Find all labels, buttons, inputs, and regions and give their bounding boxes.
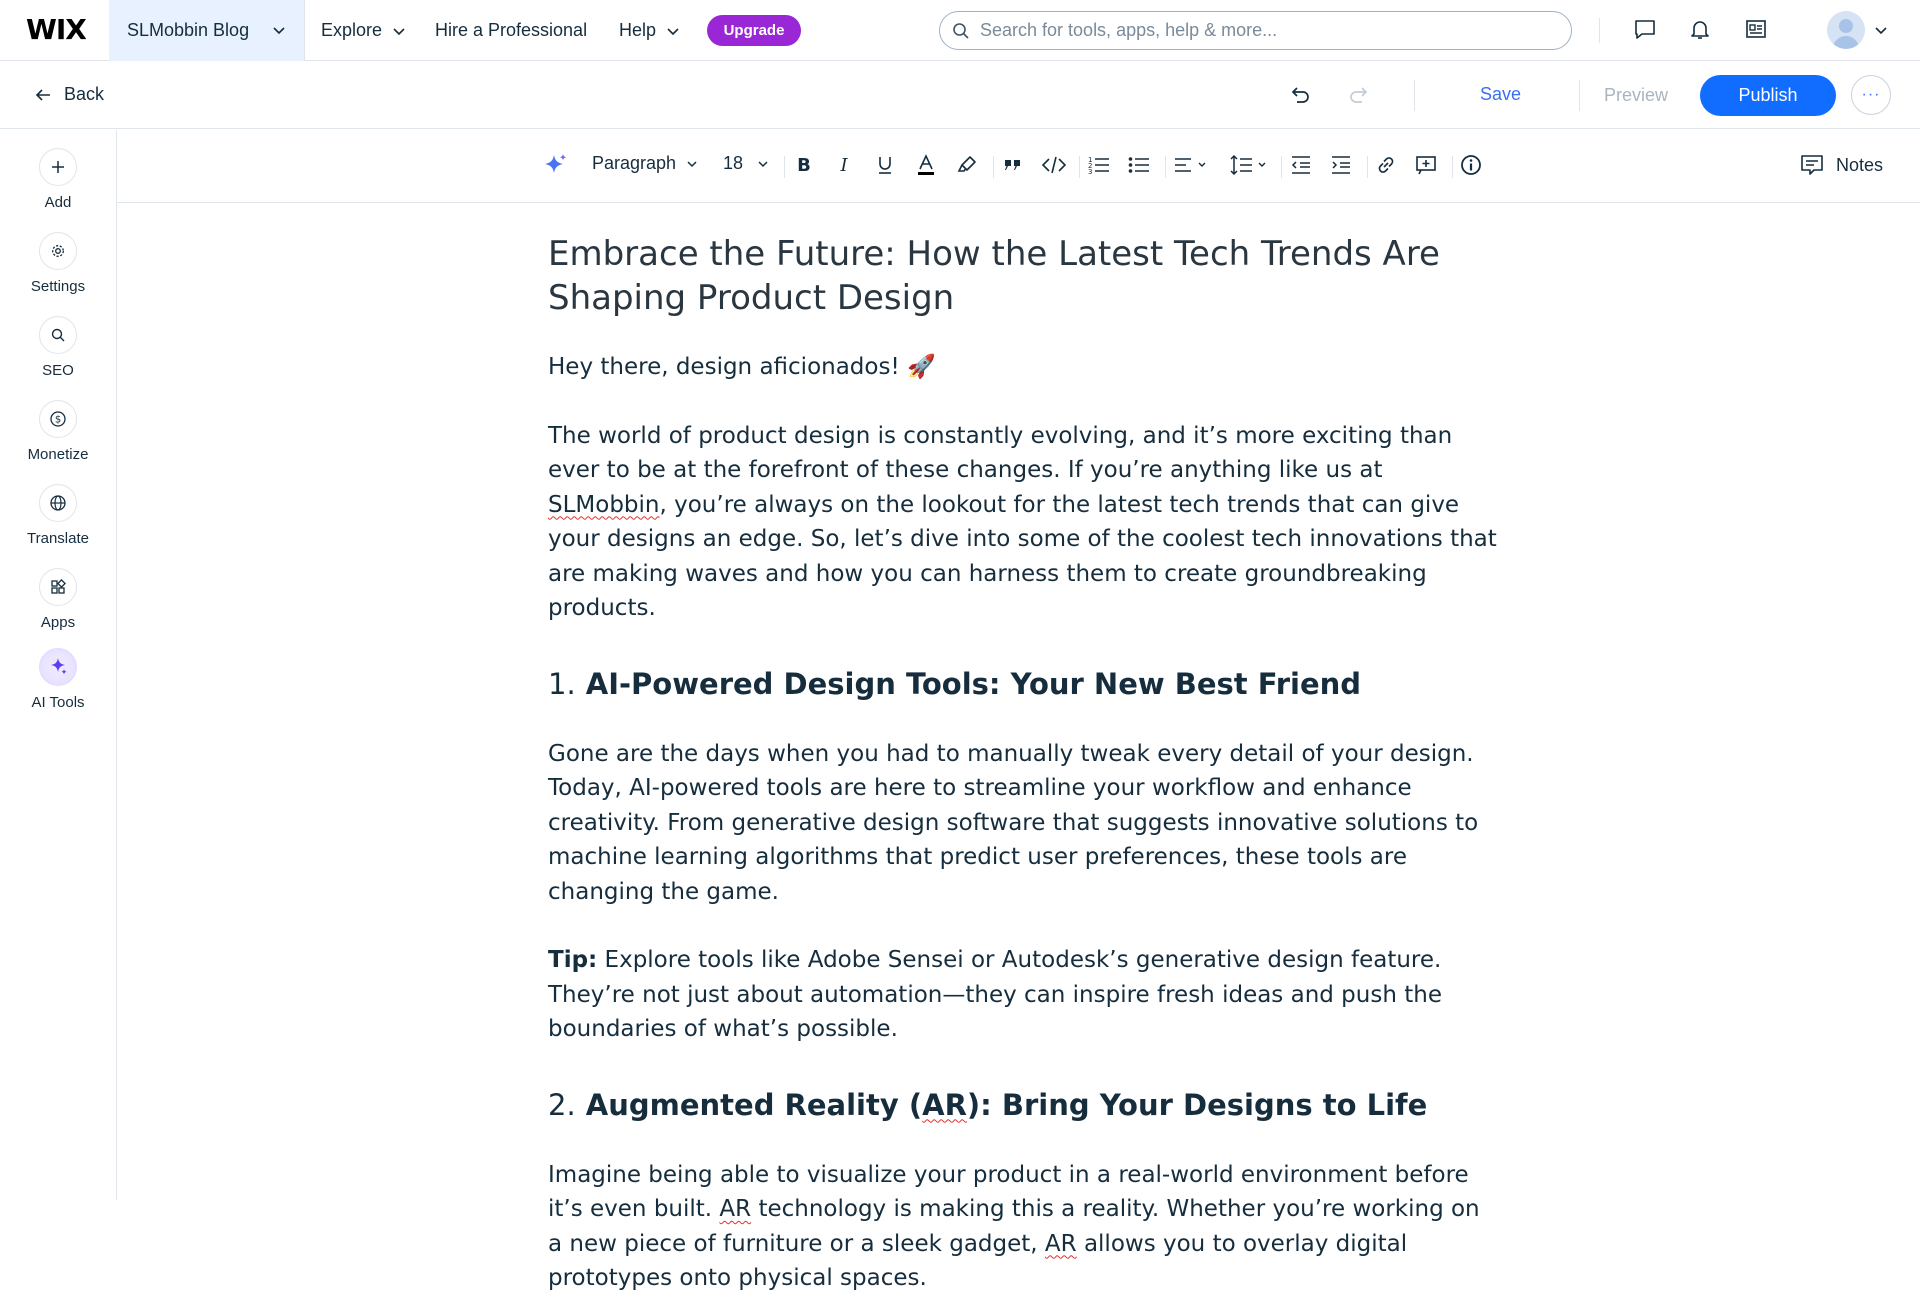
sidebar-item-label: SEO: [42, 362, 74, 379]
sidebar-item-monetize[interactable]: [0, 400, 116, 463]
misspelled-word: AR: [719, 1196, 752, 1222]
sidebar-item-label: Monetize: [27, 446, 89, 463]
undo-icon: [1288, 83, 1312, 107]
gear-icon: [39, 232, 77, 270]
publish-button[interactable]: Publish: [1700, 75, 1836, 116]
tip-paragraph[interactable]: [548, 943, 1498, 1047]
svg-text:3: 3: [1088, 168, 1093, 176]
sidebar-item-translate[interactable]: [0, 484, 116, 547]
sidebar-item-label: AI Tools: [31, 694, 85, 711]
divider: [1599, 18, 1600, 43]
chevron-down-icon: [686, 158, 698, 170]
globe-icon: [39, 484, 77, 522]
paragraph-style-dropdown[interactable]: [592, 153, 698, 174]
divider: [1079, 156, 1080, 178]
intro-text: The world of product design is constantly evolving, and it’s more exciting than ever to be at the forefront of these changes. If you’re anything like us at: [548, 422, 1453, 483]
upgrade-button[interactable]: Upgrade: [707, 15, 801, 46]
nav-explore-label: Explore: [321, 20, 383, 40]
nav-hire-label: Hire a Professional: [435, 20, 588, 40]
format-toolbar: [117, 130, 1920, 203]
avatar[interactable]: [1827, 11, 1865, 49]
bullet-list-icon: [1127, 153, 1151, 177]
chevron-down-icon: [757, 158, 769, 170]
link-button[interactable]: [1374, 153, 1398, 177]
back-button[interactable]: [34, 84, 104, 105]
line-spacing-dropdown[interactable]: [1230, 153, 1270, 177]
redo-button[interactable]: [1347, 83, 1371, 107]
underline-button[interactable]: [873, 153, 897, 177]
nav-explore[interactable]: [321, 0, 406, 61]
quote-button[interactable]: [1001, 153, 1025, 177]
divider: [1281, 156, 1282, 178]
section-1-paragraph[interactable]: Gone are the days when you had to manually tweak every detail of your design. Today, AI-powered tools are here to streamline your workflow and enhance creativity. From generative design software that suggests innovative solutions to machine learning algorithms that predict user preferences, these tools are changing the game.: [548, 740, 1479, 905]
ai-assist-button[interactable]: [543, 152, 569, 178]
align-dropdown[interactable]: [1173, 153, 1209, 177]
italic-icon: [832, 153, 856, 177]
align-left-icon: [1173, 153, 1209, 177]
font-size-dropdown[interactable]: [723, 153, 769, 174]
info-button[interactable]: [1459, 153, 1483, 177]
search-icon: [952, 22, 970, 40]
chevron-down-icon[interactable]: [1874, 23, 1888, 37]
misspelled-word: AR: [1044, 1230, 1077, 1257]
apps-icon: [39, 568, 77, 606]
search-bar[interactable]: [939, 11, 1572, 50]
nav-help-label: Help: [619, 20, 657, 40]
decrease-indent-button[interactable]: [1289, 153, 1313, 177]
quote-icon: [1001, 153, 1025, 177]
more-actions-button[interactable]: ···: [1851, 75, 1891, 115]
save-button[interactable]: Save: [1480, 84, 1522, 104]
code-button[interactable]: [1041, 153, 1067, 177]
nav-hire-professional[interactable]: [435, 0, 587, 61]
sidebar-item-label: Translate: [27, 530, 89, 547]
misspelled-word: SLMobbin: [548, 491, 660, 518]
sidebar-item-label: Apps: [40, 614, 76, 631]
increase-indent-button[interactable]: [1329, 153, 1353, 177]
top-bar: [0, 0, 1920, 61]
tip-label: Tip:: [548, 947, 598, 973]
preview-button[interactable]: Preview: [1604, 85, 1669, 105]
nav-help[interactable]: [619, 0, 680, 61]
intro-paragraph[interactable]: [548, 419, 1498, 626]
bell-icon[interactable]: [1688, 17, 1712, 41]
greeting-paragraph[interactable]: Hey there, design aficionados! 🚀: [548, 354, 936, 380]
svg-text:I: I: [840, 155, 848, 176]
bold-button[interactable]: [792, 153, 816, 177]
redo-icon: [1347, 83, 1371, 107]
heading-text: AI-Powered Design Tools: Your New Best Friend: [585, 666, 1362, 701]
indent-icon: [1329, 153, 1353, 177]
text-color-button[interactable]: [914, 153, 938, 177]
paragraph-text: technology is making this a reality. Whether you’re working on a new piece of furniture or a sleek gadget,: [548, 1196, 1480, 1257]
site-switcher[interactable]: [109, 0, 305, 61]
highlighter-icon: [955, 153, 979, 177]
wix-logo[interactable]: WIX: [26, 13, 86, 46]
chevron-down-icon: [666, 24, 680, 38]
divider: [993, 156, 994, 178]
divider: [1414, 80, 1415, 111]
italic-button[interactable]: [832, 153, 856, 177]
site-name: SLMobbin Blog: [127, 20, 250, 40]
svg-text:$: $: [54, 414, 62, 426]
sidebar-item-label: Settings: [30, 278, 86, 295]
notes-button[interactable]: [1800, 154, 1883, 176]
info-icon: [1459, 153, 1483, 177]
post-title[interactable]: Embrace the Future: How the Latest Tech Trends Are Shaping Product Design: [548, 234, 1440, 318]
section-heading-2[interactable]: [548, 1085, 1498, 1125]
sidebar-item-ai-tools[interactable]: [0, 648, 116, 711]
svg-text:1: 1: [1088, 156, 1093, 164]
bold-icon: [792, 153, 816, 177]
sidebar-item-settings[interactable]: [0, 232, 116, 295]
paragraph-text: allows you to overlay digital prototypes onto physical spaces.: [548, 1230, 1408, 1291]
numbered-list-icon: [1087, 153, 1111, 177]
section-heading-1[interactable]: [548, 664, 1498, 704]
search-input[interactable]: [980, 20, 1540, 41]
line-spacing-icon: [1230, 153, 1270, 177]
post-editor[interactable]: [548, 232, 1498, 1296]
add-media-icon: [1414, 153, 1438, 177]
highlight-button[interactable]: [955, 153, 979, 177]
paragraph-text: Imagine being able to visualize your product in a real-world environment before it’s even built.: [548, 1161, 1469, 1222]
sidebar-item-seo[interactable]: [0, 316, 116, 379]
search-icon: [39, 316, 77, 354]
sidebar-item-label: Add: [44, 194, 72, 211]
intro-text: , you’re always on the lookout for the latest tech trends that can give your designs an edge. So, let’s dive into some of the coolest tech innovations that are making waves and how you can harness them to create groundbreaking products.: [548, 491, 1497, 621]
divider: [1579, 80, 1580, 111]
arrow-left-icon: [34, 86, 52, 104]
chevron-down-icon: [392, 24, 406, 38]
sidebar-item-add[interactable]: [0, 148, 116, 211]
sidebar-item-apps[interactable]: [0, 568, 116, 631]
divider: [1165, 156, 1166, 178]
heading-number: 2.: [548, 1087, 576, 1122]
text-color-icon: [914, 153, 938, 177]
code-icon: [1041, 153, 1067, 177]
sparkle-icon: [39, 648, 77, 686]
paragraph-style-value: Paragraph: [592, 153, 677, 173]
notes-label: Notes: [1836, 154, 1884, 175]
action-bar: [0, 62, 1920, 129]
divider: [784, 156, 785, 178]
misspelled-word: AR: [922, 1087, 967, 1122]
divider: [1452, 156, 1453, 178]
svg-text:2: 2: [1088, 162, 1093, 170]
heading-text: Augmented Reality (: [585, 1087, 923, 1122]
left-sidebar: [0, 130, 117, 1200]
back-label: Back: [64, 84, 105, 104]
font-size-value: 18: [723, 153, 744, 173]
bullet-list-button[interactable]: [1127, 153, 1151, 177]
plus-icon: [39, 148, 77, 186]
underline-icon: [873, 153, 897, 177]
numbered-list-button[interactable]: [1087, 153, 1111, 177]
heading-number: 1.: [548, 666, 576, 701]
avatar-icon: [1827, 11, 1865, 49]
outdent-icon: [1289, 153, 1313, 177]
add-media-button[interactable]: [1414, 153, 1438, 177]
tip-text: Explore tools like Adobe Sensei or Autodesk’s generative design feature. They’re not just about automation—they can inspire fresh ideas and push the boundaries of what’s possible.: [548, 947, 1442, 1042]
notes-icon: [1800, 154, 1824, 176]
svg-text:B: B: [797, 155, 811, 176]
sparkle-icon: [543, 152, 569, 178]
undo-button[interactable]: [1288, 83, 1312, 107]
dollar-icon: [39, 400, 77, 438]
chevron-down-icon: [272, 23, 286, 37]
section-2-paragraph[interactable]: [548, 1158, 1498, 1296]
divider: [1367, 156, 1368, 178]
chat-icon[interactable]: [1633, 17, 1657, 41]
heading-text: ): Bring Your Designs to Life: [966, 1087, 1428, 1122]
link-icon: [1374, 153, 1398, 177]
news-icon[interactable]: [1744, 17, 1768, 41]
